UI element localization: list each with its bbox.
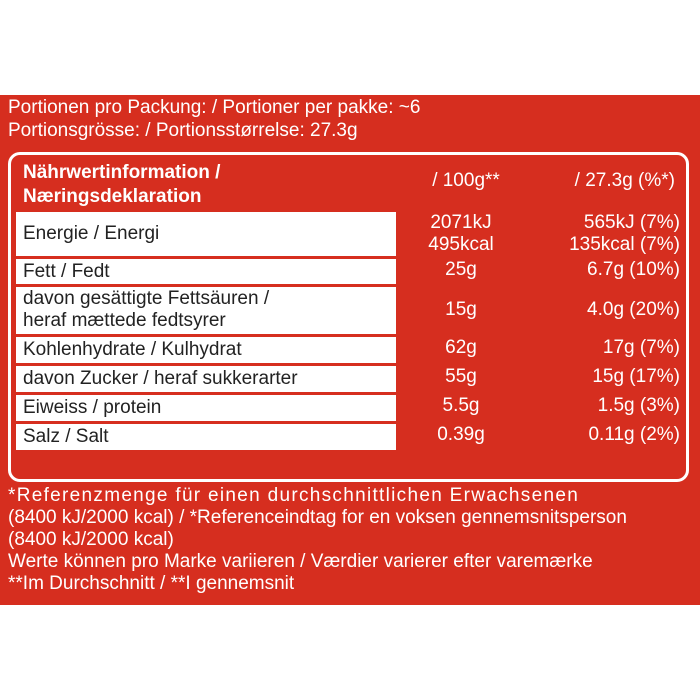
value-per-100g-kj: 2071kJ [430, 212, 492, 233]
row-label: Energie / Energi [23, 223, 160, 244]
footnotes [8, 485, 627, 595]
table-row-carbohydrate [16, 337, 681, 363]
value-per-portion: 4.0g (20%) [587, 299, 680, 320]
table-row-fat [16, 259, 681, 284]
row-label: Fett / Fedt [23, 261, 110, 282]
value-per-100g: 15g [445, 299, 477, 320]
footnote-reference-intake: *Referenzmenge für einen durchschnittlichen Erwachsenen [8, 485, 580, 506]
value-per-100g-kcal: 495kcal [428, 234, 494, 255]
servings-per-package: Portionen pro Packung: / Portioner per pakke: ~6 [8, 97, 421, 118]
row-values [396, 212, 681, 256]
table-title [23, 161, 220, 209]
value-per-portion-kj: 565kJ (7%) [583, 212, 680, 233]
value-per-portion: 1.5g (3%) [597, 395, 680, 416]
value-per-100g: 62g [445, 337, 477, 358]
nutrition-table [8, 152, 689, 482]
row-values [396, 424, 681, 450]
column-header-per-portion: / 27.3g (%*) [574, 170, 675, 191]
column-header-per-100g: / 100g** [432, 170, 500, 191]
value-per-100g: 25g [445, 259, 477, 280]
value-per-portion: 15g (17%) [592, 366, 680, 387]
table-title-da: Næringsdeklaration [23, 186, 202, 207]
row-label-line2: heraf mættede fedtsyrer [23, 310, 226, 331]
value-per-100g: 5.5g [442, 395, 480, 416]
value-per-100g: 55g [445, 366, 477, 387]
footnote-reference-intake-da: (8400 kJ/2000 kcal) / *Referenceindtag for en voksen gennemsnitsperson [8, 507, 627, 528]
row-values [396, 366, 681, 392]
value-per-portion: 17g (7%) [602, 337, 680, 358]
row-label: davon Zucker / heraf sukkerarter [23, 368, 298, 389]
table-row-sugars [16, 366, 681, 392]
table-title-de: Nährwertinformation / [23, 162, 221, 183]
table-row-energy [16, 212, 681, 256]
value-per-100g: 0.39g [437, 424, 485, 445]
nutrition-label-panel [0, 95, 700, 605]
value-per-portion-kcal: 135kcal (7%) [569, 234, 680, 255]
footnote-energy-values: (8400 kJ/2000 kcal) [8, 529, 174, 550]
footnote-brand-variation: Werte können pro Marke variieren / Værdier varierer efter varemærke [8, 551, 593, 572]
value-per-portion: 0.11g (2%) [588, 424, 680, 445]
row-label: Kohlenhydrate / Kulhydrat [23, 339, 242, 360]
serving-size: Portionsgrösse: / Portionsstørrelse: 27.3g [8, 120, 358, 141]
row-label: Salz / Salt [23, 426, 109, 447]
table-row-saturated-fat [16, 287, 681, 334]
row-values [396, 395, 681, 421]
footnote-average: **Im Durchschnitt / **I gennemsnit [8, 573, 295, 594]
row-values [396, 337, 681, 363]
row-label: davon gesättigte Fettsäuren / [23, 288, 270, 309]
row-values [396, 287, 681, 334]
table-row-salt [16, 424, 681, 450]
table-row-protein [16, 395, 681, 421]
row-values [396, 259, 681, 284]
row-label: Eiweiss / protein [23, 397, 162, 418]
value-per-portion: 6.7g (10%) [587, 259, 680, 280]
